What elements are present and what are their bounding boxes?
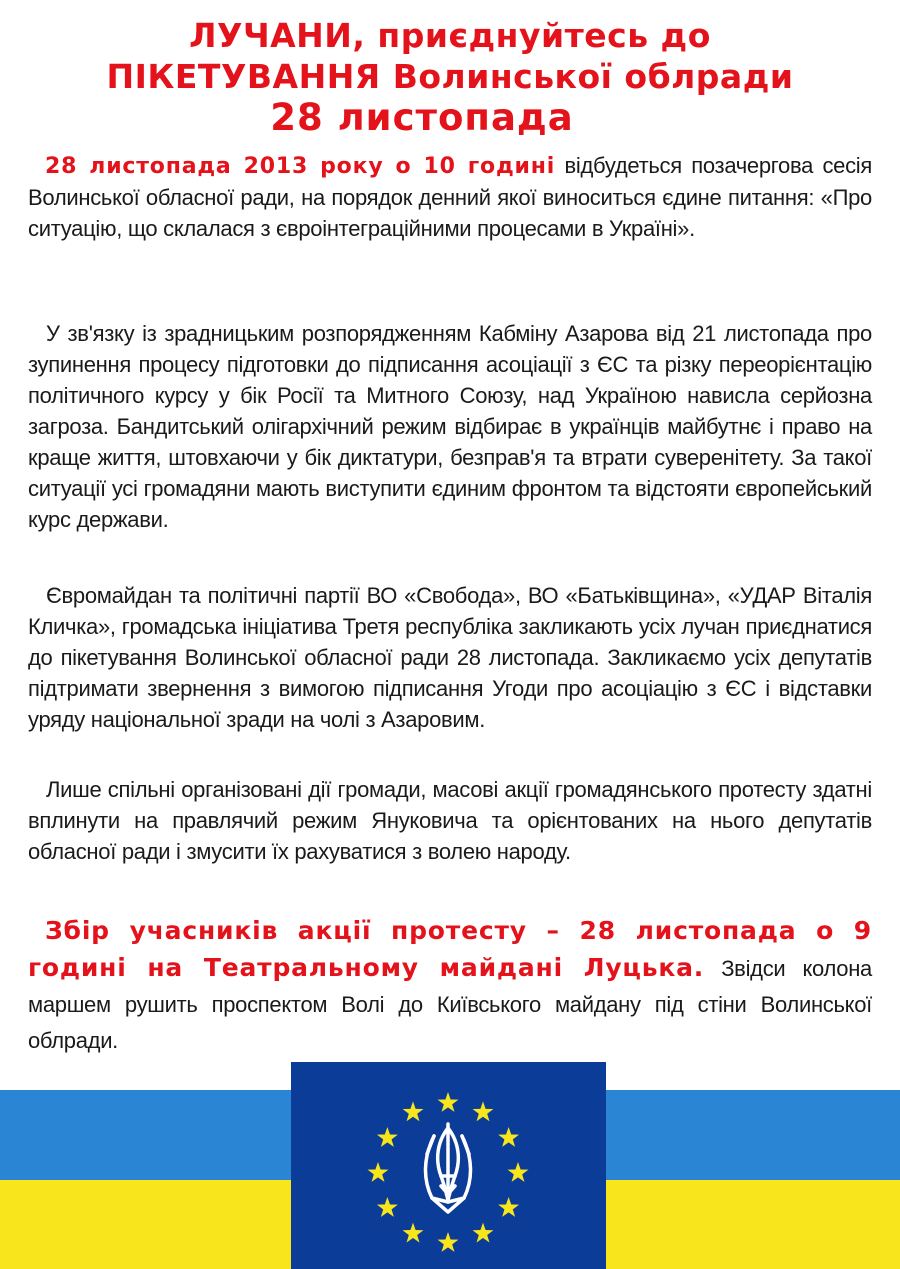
eu-flag-graphic bbox=[291, 1062, 606, 1269]
paragraph-threat: У зв'язку із зрадницьким розпорядженням Кабміну Азарова від 21 листопада про зупинення процесу підготовки до підписання асоціації з ЄС та різку переорієнтацію політичного курсу у бік Росії та Митного Союзу, над Україною нависла серйозна загроза. Бандитський олігархічний режим відбирає в українців майбутнє і право на краще життя, штовхаючи у бік диктатури, безправ'я та втрати суверенітету. За такої ситуації усі громадяни мають виступити єдиним фронтом та відстояти європейський курс держави. bbox=[28, 321, 872, 532]
trident-icon bbox=[425, 1124, 470, 1212]
paragraph-session-announcement bbox=[28, 150, 872, 244]
paragraph-community: Лише спільні організовані дії громади, масові акції громадянського протесту здатні вплинути на правлячий режим Януковича та орієнтованих на нього депутатів обласної ради і змусити їх рахуватися з волею народу. bbox=[28, 777, 872, 864]
star-icon bbox=[438, 1232, 459, 1252]
headline-date: 28 листопада bbox=[270, 96, 574, 139]
eu-flag-with-trident-icon bbox=[291, 1062, 606, 1269]
gathering-highlight: Збір учасників акції протесту – 28 листопада о 9 годині на Театральному майдані Луцька. bbox=[28, 916, 872, 982]
gathering-text: Звідси колона маршем рушить проспектом Волі до Київського майдану під стіни Волинської облради. bbox=[28, 956, 872, 1053]
star-icon bbox=[403, 1223, 424, 1243]
star-icon bbox=[377, 1127, 398, 1147]
star-icon bbox=[403, 1101, 424, 1121]
star-icon bbox=[473, 1223, 494, 1243]
star-icon bbox=[438, 1092, 459, 1112]
session-text: відбудеться позачергова сесія Волинської обласної ради, на порядок денний якої виноситься єдине питання: «Про ситуацію, що склалася з євроінтеграційними процесами в Україні». bbox=[28, 153, 873, 241]
paragraph-call-to-action: Євромайдан та політичні партії ВО «Свобода», ВО «Батьківщина», «УДАР Віталія Кличка», громадська ініціатива Третя республіка закликають усіх лучан приєднатися до пікетування Волинської обласної ради 28 листопада. Закликаємо усіх депутатів підтримати звернення з вимогою підписання Угоди про асоціацію з ЄС і відставки уряду національної зради на чолі з Азаровим. bbox=[28, 583, 872, 732]
session-date-highlight: 28 листопада 2013 року о 10 годині bbox=[45, 154, 556, 179]
star-icon bbox=[473, 1101, 494, 1121]
star-icon bbox=[498, 1127, 519, 1147]
star-icon bbox=[498, 1197, 519, 1217]
star-icon bbox=[508, 1162, 529, 1182]
paragraph-gathering bbox=[28, 913, 872, 1059]
star-icon bbox=[377, 1197, 398, 1217]
headline-line-2: ПІКЕТУВАННЯ Волинської облради bbox=[106, 57, 794, 96]
headline-line-1: ЛУЧАНИ, приєднуйтесь до bbox=[189, 16, 711, 55]
star-icon bbox=[368, 1162, 389, 1182]
